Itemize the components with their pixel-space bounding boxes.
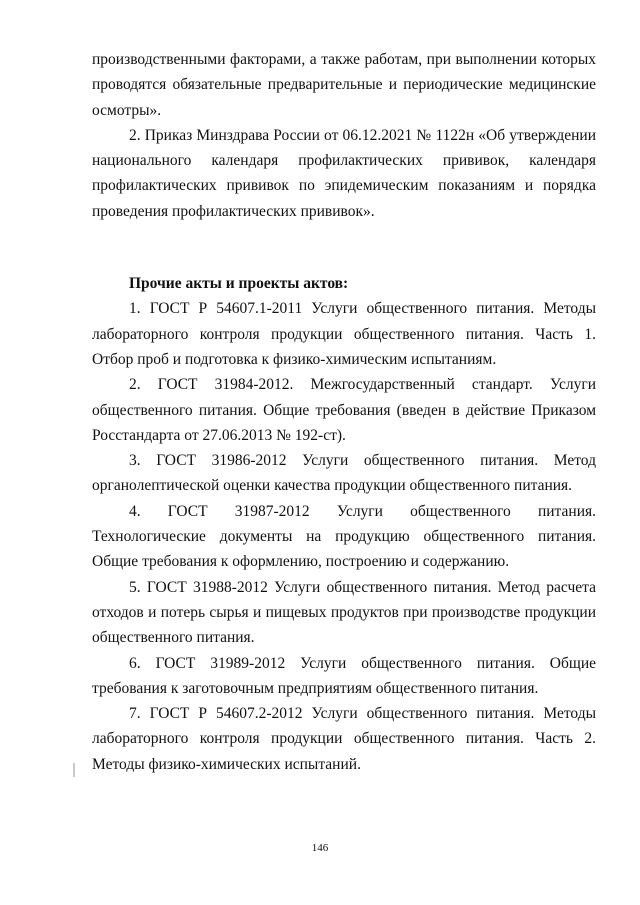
section-spacer [92,224,596,271]
list-item-gost-5: 5. ГОСТ 31988-2012 Услуги общественного питания. Метод расчета отходов и потерь сырья и пищевых продуктов при производстве продукции общественного питания. [92,578,596,647]
list-item-order-2: 2. Приказ Минздрава России от 06.12.2021 № 1122н «Об утверждении национального календаря профилактических прививок, календаря профилактических прививок по эпидемическим показаниям и порядка проведения профилактических прививок». [92,126,596,220]
list-item-gost-1: 1. ГОСТ Р 54607.1-2011 Услуги общественного питания. Методы лабораторного контроля продукции общественного питания. Часть 1. Отбор проб и подготовка к физико-химическим испытаниям. [92,300,596,368]
list-item-gost-3: 3. ГОСТ 31986-2012 Услуги общественного питания. Метод органолептической оценки качества продукции общественного питания. [92,452,596,495]
lead-paragraph: производственными факторами, а также работам, при выполнении которых проводятся обязательные предварительные и периодические медицинские осмотры». [92,51,596,119]
section-heading: Прочие акты и проекты актов: [129,275,349,293]
list-item-gost-4: 4. ГОСТ 31987-2012 Услуги общественного питания. Технологические документы на продукцию общественного питания. Общие требования к оформлению, построению и содержанию. [92,502,596,571]
scan-artifact [73,763,75,777]
document-body [92,47,596,777]
list-item-gost-7: 7. ГОСТ Р 54607.2-2012 Услуги общественного питания. Методы лабораторного контроля продукции общественного питания. Часть 2. Методы физико-химических испытаний. [92,705,596,773]
page-number: 146 [311,842,329,854]
list-item-gost-6: 6. ГОСТ 31989-2012 Услуги общественного питания. Общие требования к заготовочным предприятиям общественного питания. [92,654,596,697]
list-item-gost-2: 2. ГОСТ 31984-2012. Межгосударственный стандарт. Услуги общественного питания. Общие требования (введен в действие Приказом Росстандарта от 27.06.2013 № 192-ст). [92,376,596,444]
